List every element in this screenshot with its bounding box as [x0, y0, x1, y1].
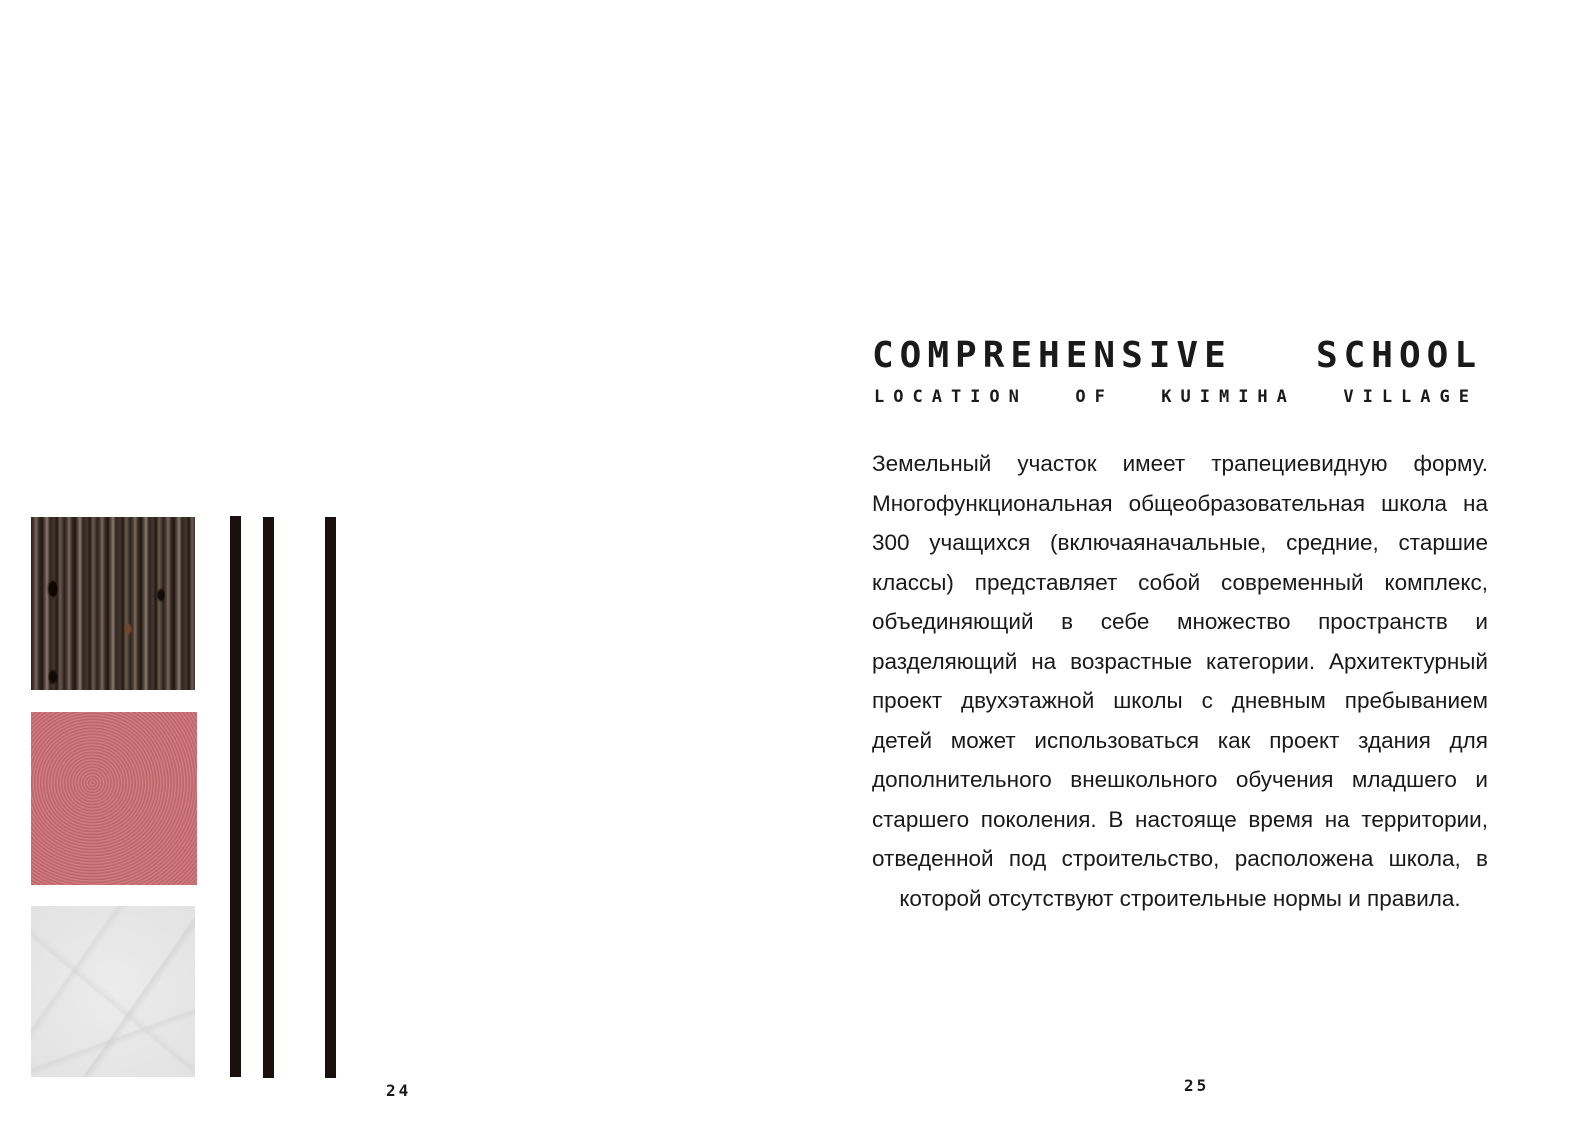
vertical-bar-3 [325, 517, 336, 1078]
page-subtitle: LOCATION OF KUIMIHA VILLAGE [874, 387, 1478, 407]
red-texture-swatch [31, 712, 197, 885]
body-paragraph: Земельный участок имеет трапециевидную форму. Многофункциональная общеобразовательная школа на 300 учащихся (включаяначальные, средние, старшие классы) представляет собой современный комплекс, объединяющий в себе множество пространств и разделяющий на возрастные категории. Архитектурный проект двухэтажной школы с дневным пребыванием детей может использоваться как проект здания для дополнительного внешкольного обучения младшего и старшего поколения. В настояще время на территории, отведенной под строительство, расположена школа, в которой отсутствуют строительные нормы и правила. [872, 451, 1488, 911]
vertical-bar-2 [263, 517, 274, 1078]
white-texture-swatch [31, 906, 195, 1077]
vertical-bar-1 [230, 516, 241, 1077]
wood-texture-swatch [31, 517, 195, 690]
page-title: COMPREHENSIVE SCHOOL [872, 335, 1482, 376]
page-number-left: 24 [386, 1081, 412, 1100]
page-number-right: 25 [1184, 1076, 1210, 1095]
